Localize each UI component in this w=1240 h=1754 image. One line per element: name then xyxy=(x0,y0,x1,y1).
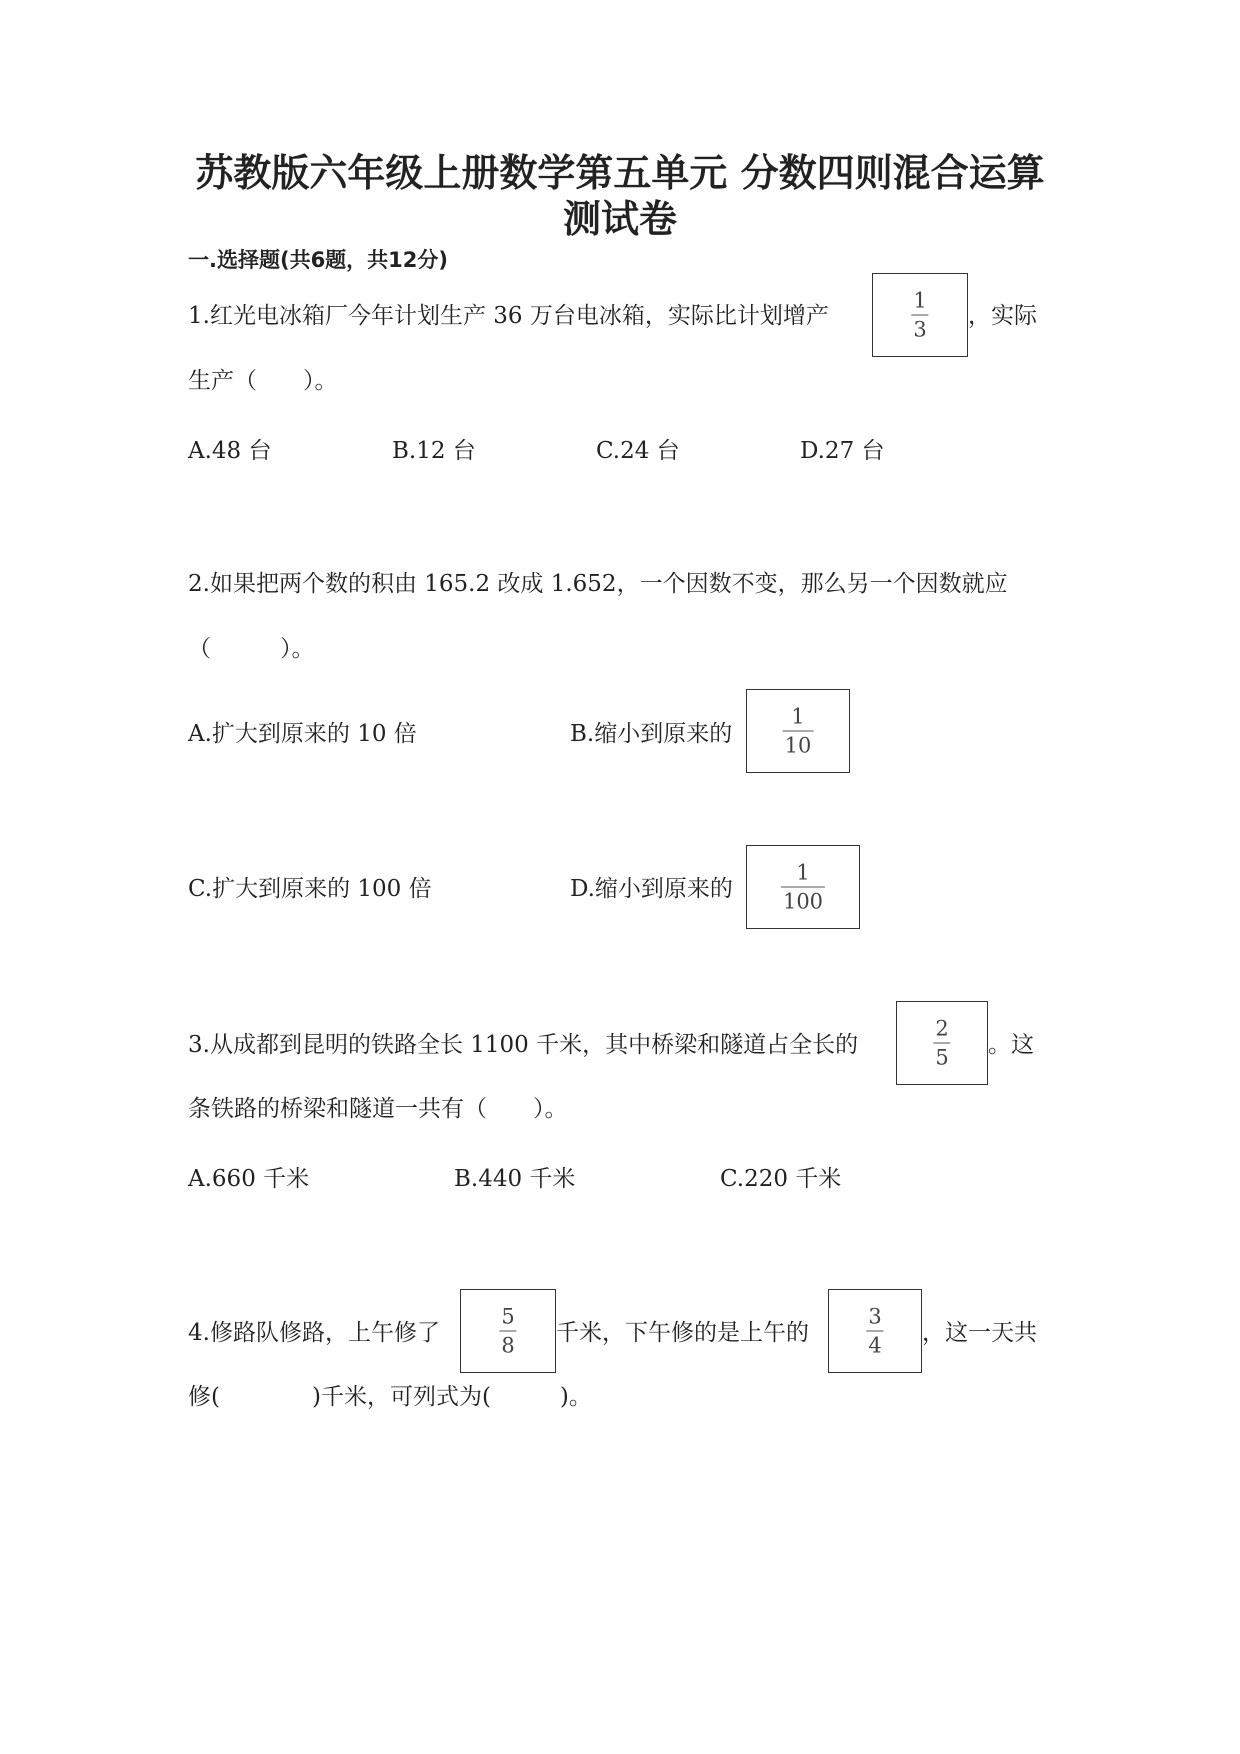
fraction-bar xyxy=(933,1043,950,1044)
q3-fraction-numerator: 2 xyxy=(935,1016,949,1041)
q2-option-d-fraction-box xyxy=(746,845,860,929)
q1-option-a: A.48 台 xyxy=(188,438,272,464)
q4-fraction1-numerator: 5 xyxy=(501,1304,515,1329)
q4-fraction2-denominator: 4 xyxy=(868,1333,882,1358)
q3-fraction-box xyxy=(896,1001,988,1085)
q2-option-d-fraction xyxy=(781,861,825,914)
q1-option-b: B.12 台 xyxy=(392,438,476,464)
q1-text-c: 生产（ ）。 xyxy=(188,368,338,394)
q3-option-a: A.660 千米 xyxy=(188,1166,310,1192)
q4-text-b: 千米，下午修的是上午的 xyxy=(556,1320,809,1346)
q1-option-c: C.24 台 xyxy=(596,438,680,464)
q1-fraction xyxy=(911,289,928,342)
q2-option-a: A.扩大到原来的 10 倍 xyxy=(188,721,417,747)
q3-fraction xyxy=(933,1017,950,1070)
page-title-line2: 测试卷 xyxy=(562,197,677,241)
q4-fraction2 xyxy=(866,1305,883,1358)
q4-fraction2-box xyxy=(828,1289,922,1373)
q4-fraction2-numerator: 3 xyxy=(868,1304,882,1329)
q1-text-b: ，实际 xyxy=(968,303,1037,329)
q3-option-c: C.220 千米 xyxy=(720,1166,842,1192)
q2-option-d-numerator: 1 xyxy=(796,860,810,885)
q3-text-c: 条铁路的桥梁和隧道一共有（ ）。 xyxy=(188,1096,568,1122)
q4-fraction1-box xyxy=(460,1289,556,1373)
q2-option-b-numerator: 1 xyxy=(791,704,805,729)
q2-option-b-fraction xyxy=(783,705,814,758)
q2-option-d: D.缩小到原来的 xyxy=(570,876,733,902)
q4-text-c: ，这一天共 xyxy=(922,1320,1037,1346)
fraction-bar xyxy=(781,887,825,888)
q3-text-b: 。这 xyxy=(988,1032,1034,1058)
q2-text-a: 2.如果把两个数的积由 165.2 改成 1.652，一个因数不变，那么另一个因数就应 xyxy=(188,571,1008,597)
q3-option-b: B.440 千米 xyxy=(454,1166,576,1192)
q2-option-b-fraction-box xyxy=(746,689,850,773)
q2-option-c: C.扩大到原来的 100 倍 xyxy=(188,876,432,902)
fraction-bar xyxy=(783,731,814,732)
q1-fraction-denominator: 3 xyxy=(913,317,927,342)
q2-option-d-denominator: 100 xyxy=(782,889,824,914)
section-heading: 一.选择题(共6题，共12分) xyxy=(188,248,449,272)
fraction-bar xyxy=(911,315,928,316)
fraction-bar xyxy=(499,1331,516,1332)
q2-option-b: B.缩小到原来的 xyxy=(570,721,733,747)
q2-option-b-denominator: 10 xyxy=(784,733,812,758)
q4-text-a: 4.修路队修路，上午修了 xyxy=(188,1320,440,1346)
q1-fraction-box xyxy=(872,273,968,357)
q4-fraction1 xyxy=(499,1305,516,1358)
q4-text-d: 修( )千米，可列式为( )。 xyxy=(188,1384,592,1410)
fraction-bar xyxy=(866,1331,883,1332)
q3-fraction-denominator: 5 xyxy=(935,1045,949,1070)
page-title-line1: 苏教版六年级上册数学第五单元 分数四则混合运算 xyxy=(195,151,1045,195)
q1-fraction-numerator: 1 xyxy=(913,288,927,313)
q2-text-b: （ ）。 xyxy=(188,636,315,662)
q4-fraction1-denominator: 8 xyxy=(501,1333,515,1358)
q1-option-d: D.27 台 xyxy=(800,438,885,464)
q3-text-a: 3.从成都到昆明的铁路全长 1100 千米，其中桥梁和隧道占全长的 xyxy=(188,1032,859,1058)
q1-text-a: 1.红光电冰箱厂今年计划生产 36 万台电冰箱，实际比计划增产 xyxy=(188,303,829,329)
